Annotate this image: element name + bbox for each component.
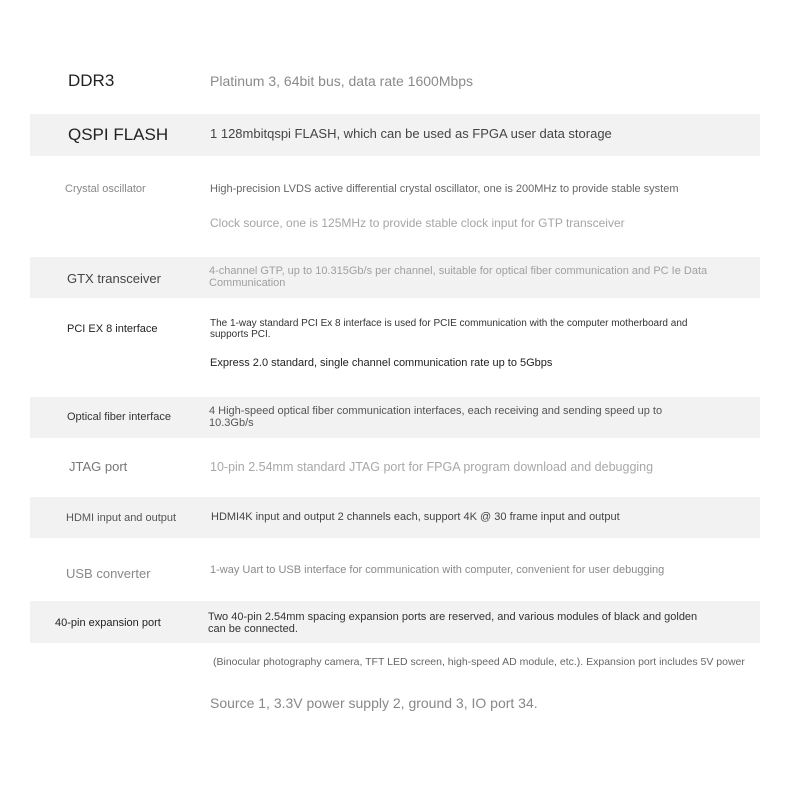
spec-label-gtx-transceiver: GTX transceiver	[67, 271, 161, 286]
spec-desc-pci-ex8-line1: The 1-way standard PCI Ex 8 interface is used for PCIE communication with the computer motherboard and supports PCI.	[210, 318, 688, 340]
spec-label-qspi-flash: QSPI FLASH	[68, 125, 169, 144]
spec-label-pci-ex8: PCI EX 8 interface	[67, 323, 158, 335]
spec-desc-usb-converter: 1-way Uart to USB interface for communication with computer, convenient for user debugging	[210, 564, 665, 576]
spec-desc-pci-ex8-line2: Express 2.0 standard, single channel communication rate up to 5Gbps	[210, 357, 553, 369]
spec-desc-jtag-port: 10-pin 2.54mm standard JTAG port for FPGA program download and debugging	[210, 460, 654, 474]
spec-label-jtag-port: JTAG port	[69, 459, 128, 474]
spec-desc-hdmi: HDMI4K input and output 2 channels each, support 4K @ 30 frame input and output	[211, 511, 620, 523]
spec-label-optical-fiber: Optical fiber interface	[67, 411, 171, 423]
spec-desc-expansion-port-line2: (Binocular photography camera, TFT LED screen, high-speed AD module, etc.). Expansion port includes 5V power	[213, 656, 745, 668]
spec-label-crystal-oscillator: Crystal oscillator	[65, 183, 146, 195]
spec-label-usb-converter: USB converter	[66, 566, 151, 581]
spec-label-ddr3: DDR3	[68, 71, 115, 90]
spec-desc-qspi-flash: 1 128mbitqspi FLASH, which can be used as FPGA user data storage	[210, 126, 612, 141]
spec-desc-ddr3: Platinum 3, 64bit bus, data rate 1600Mbps	[210, 73, 474, 89]
spec-desc-crystal-oscillator-line1: High-precision LVDS active differential crystal oscillator, one is 200MHz to provide stable system	[210, 183, 679, 195]
spec-desc-crystal-oscillator-line2: Clock source, one is 125MHz to provide stable clock input for GTP transceiver	[210, 216, 625, 230]
spec-desc-expansion-port-line3: Source 1, 3.3V power supply 2, ground 3, IO port 34.	[210, 695, 538, 711]
spec-desc-gtx-transceiver: 4-channel GTP, up to 10.315Gb/s per channel, suitable for optical fiber communication and PC Ie Data Communication	[209, 265, 708, 289]
spec-desc-optical-fiber: 4 High-speed optical fiber communication interfaces, each receiving and sending speed up to 10.3Gb/s	[209, 405, 663, 429]
spec-label-expansion-port: 40-pin expansion port	[55, 617, 161, 629]
spec-label-hdmi: HDMI input and output	[66, 512, 177, 524]
spec-desc-expansion-port-line1: Two 40-pin 2.54mm spacing expansion ports are reserved, and various modules of black and golden can be connected.	[208, 611, 698, 635]
